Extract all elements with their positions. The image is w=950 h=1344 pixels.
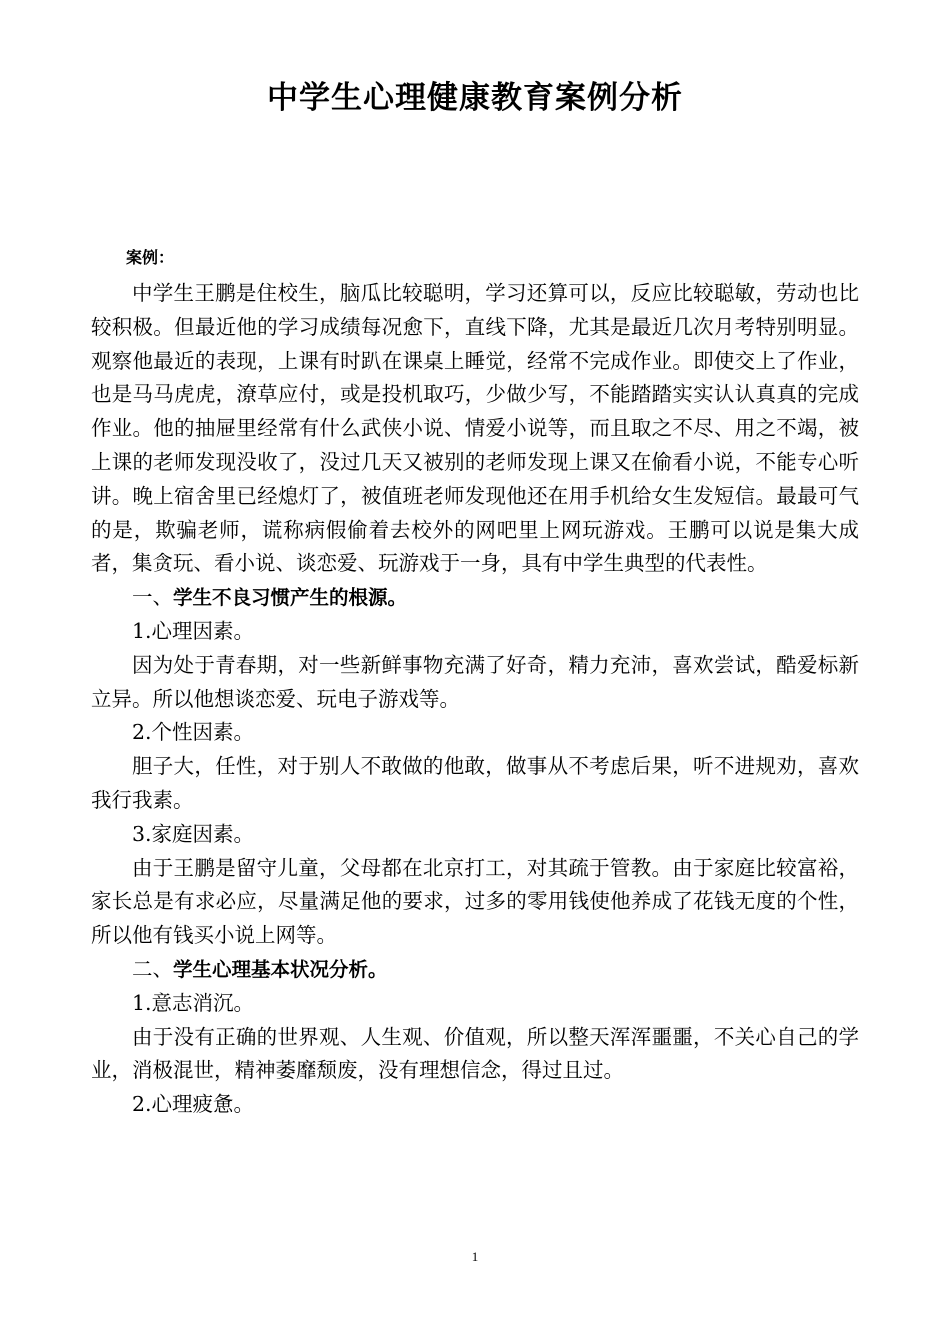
case-intro-paragraph: 中学生王鹏是住校生，脑瓜比较聪明，学习还算可以，反应比较聪敏，劳动也比较积极。但最近他的学习成绩每况愈下，直线下降，尤其是最近几次月考特别明显。观察他最近的表现，上课有时趴在课桌上睡觉，经常不完成作业。即使交上了作业，也是马马虎虎，潦草应付，或是投机取巧，少做少写，不能踏踏实实认认真真的完成作业。他的抽屉里经常有什么武侠小说、情爱小说等，而且取之不尽、用之不竭，被上课的老师发现没收了，没过几天又被别的老师发现上课又在偷看小说，不能专心听讲。晚上宿舍里已经熄灯了，被值班老师发现他还在用手机给女生发短信。最最可气的是，欺骗老师，谎称病假偷着去校外的网吧里上网玩游戏。王鹏可以说是集大成者，集贪玩、看小说、谈恋爱、玩游戏于一身，具有中学生典型的代表性。: [91, 281, 859, 576]
item-text-family-factors: 由于王鹏是留守儿童，父母都在北京打工，对其疏于管教。由于家庭比较富裕，家长总是有求必应，尽量满足他的要求，过多的零用钱使他养成了花钱无度的个性，所以他有钱买小说上网等。: [91, 855, 859, 948]
page-number: 1: [471, 1249, 479, 1264]
section-heading-2: [91, 953, 859, 987]
section-heading-1: [91, 581, 859, 615]
item-label-psychological-factors: 1.心理因素。: [132, 618, 255, 643]
item-label-personality-factors: 2.个性因素。: [132, 720, 255, 745]
section-heading-text-1: 学生不良习惯产生的根源。: [173, 586, 408, 610]
section-heading-text-2: 学生心理基本状况分析。: [173, 957, 388, 981]
item-label-mental-fatigue: 2.心理疲惫。: [132, 1092, 255, 1117]
item-text-psychological-factors: 因为处于青春期，对一些新鲜事物充满了好奇，精力充沛，喜欢尝试，酷爱标新立异。所以他想谈恋爱、玩电子游戏等。: [91, 652, 859, 711]
item-label-low-morale: 1.意志消沉。: [132, 990, 255, 1015]
section-number-1: 一、: [132, 585, 173, 610]
document-body: [91, 277, 859, 1122]
document-title: 中学生心理健康教育案例分析: [267, 80, 683, 116]
case-label: 案例：: [126, 248, 175, 267]
item-text-low-morale: 由于没有正确的世界观、人生观、价值观，所以整天浑浑噩噩，不关心自己的学业，消极混世，精神萎靡颓废，没有理想信念，得过且过。: [91, 1024, 859, 1083]
section-number-2: 二、: [132, 956, 173, 981]
item-label-family-factors: 3.家庭因素。: [132, 821, 255, 846]
item-text-personality-factors: 胆子大，任性，对于别人不敢做的他敢，做事从不考虑后果，听不进规劝，喜欢我行我素。: [91, 754, 859, 812]
